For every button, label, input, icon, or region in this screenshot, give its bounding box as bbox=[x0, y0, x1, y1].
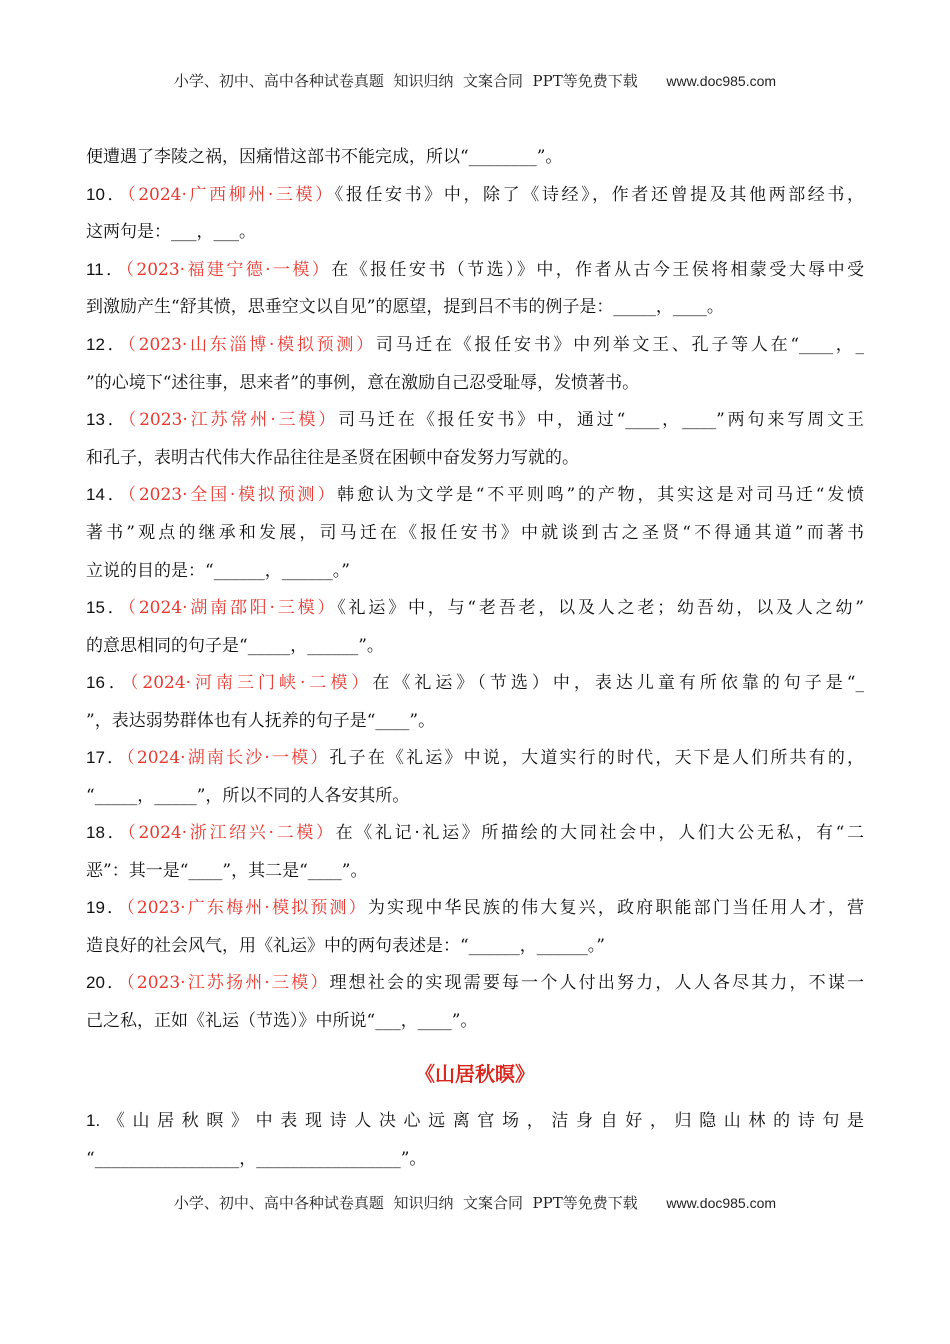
section-title: 《山居秋暝》 bbox=[415, 1062, 535, 1086]
question-17-line-2: “_____，_____”，所以不同的人各安其所。 bbox=[86, 786, 410, 806]
question-15-line-2: 的意思相同的句子是“_____，______”。 bbox=[86, 636, 384, 656]
question-number: 19． bbox=[86, 898, 127, 917]
question-source: （2024·浙江绍兴·二模） bbox=[127, 823, 336, 843]
question-text: 司马迁在《报任安书》中列举文王、孔子等人在“____，_ bbox=[375, 335, 864, 355]
question-text: 在《报任安书（节选）》中，作者从古今王侯将相蒙受大辱中受 bbox=[331, 260, 864, 280]
question-text: 《山居秋暝》中表现诗人决心远离官场，洁身自好，归隐山林的诗句是 bbox=[100, 1111, 864, 1131]
question-number: 1. bbox=[86, 1111, 101, 1130]
section-question-1-line-1 bbox=[86, 1110, 864, 1132]
question-20-line-2: 己之私，正如《礼运（节选）》中所说“___，____”。 bbox=[86, 1011, 478, 1031]
question-13-line-1 bbox=[86, 409, 864, 431]
question-10-line-2: 这两句是：___，___。 bbox=[86, 222, 256, 242]
question-12-line-2: ”的心境下“述往事，思来者”的事例，意在激励自己忍受耻辱，发愤著书。 bbox=[86, 373, 640, 393]
question-16-line-1 bbox=[86, 672, 864, 694]
question-16-line-2: ”，表达弱势群体也有人抚养的句子是“____”。 bbox=[86, 711, 436, 731]
question-12-line-1 bbox=[86, 334, 864, 356]
question-number: 15． bbox=[86, 598, 128, 617]
question-text: 韩愈认为文学是“不平则鸣”的产物，其实这是对司马迁“发愤 bbox=[337, 485, 864, 505]
section-question-1-line-2: “_________________，_________________”。 bbox=[86, 1149, 427, 1169]
question-number: 18． bbox=[86, 823, 128, 842]
question-13-line-2: 和孔子，表明古代伟大作品往往是圣贤在困顿中奋发努力写就的。 bbox=[86, 448, 579, 468]
question-source: （2024·河南三门峡·二模） bbox=[129, 673, 373, 693]
question-14-line-2: 著书”观点的继承和发展，司马迁在《报任安书》中就谈到古之圣贤“不得通其道”而著书 bbox=[86, 523, 864, 543]
question-19-line-1 bbox=[86, 897, 864, 919]
header-url: www.doc985.com bbox=[666, 73, 777, 89]
question-source: （2023·全国·模拟预测） bbox=[127, 485, 338, 505]
question-11-line-2: 到激励产生“舒其愤，思垂空文以自见”的愿望，提到吕不韦的例子是：_____，____。 bbox=[86, 297, 724, 317]
question-20-line-1 bbox=[86, 972, 864, 994]
question-text: 为实现中华民族的伟大复兴，政府职能部门当任用人才，营 bbox=[367, 898, 864, 918]
question-number: 16． bbox=[86, 673, 130, 692]
page-footer bbox=[0, 1192, 950, 1213]
question-number: 20． bbox=[86, 973, 127, 992]
question-number: 17． bbox=[86, 748, 127, 767]
question-14-line-1 bbox=[86, 484, 864, 506]
header-text: 小学、初中、高中各种试卷真题 知识归纳 文案合同 PPT等免费下载 bbox=[173, 72, 638, 90]
question-14-line-3: 立说的目的是：“______，______。” bbox=[86, 561, 350, 581]
question-text: 在《礼运》（节选）中，表达儿童有所依靠的句子是“_ bbox=[372, 673, 864, 693]
question-18-line-1 bbox=[86, 822, 864, 844]
question-source: （2023·福建宁德·一模） bbox=[125, 260, 332, 280]
question-number: 13． bbox=[86, 410, 128, 429]
question-source: （2023·山东淄博·模拟预测） bbox=[127, 335, 376, 355]
question-number: 10． bbox=[86, 185, 128, 204]
question-text: 《报任安书》中，除了《诗经》，作者还曾提及其他两部经书， bbox=[334, 185, 865, 205]
question-10-line-1 bbox=[86, 184, 864, 206]
question-source: （2024·湖南长沙·一模） bbox=[126, 748, 330, 768]
question-source: （2024·广西柳州·三模） bbox=[127, 185, 335, 205]
question-17-line-1 bbox=[86, 747, 864, 769]
intro-line: 便遭遇了李陵之祸，因痛惜这部书不能完成，所以“________”。 bbox=[86, 147, 563, 167]
footer-url: www.doc985.com bbox=[666, 1195, 777, 1211]
question-18-line-2: 恶”：其一是“____”，其二是“____”。 bbox=[86, 861, 368, 881]
question-text: 在《礼记·礼运》所描绘的大同社会中，人们大公无私，有“二 bbox=[335, 823, 864, 843]
question-source: （2023·江苏扬州·三模） bbox=[126, 973, 330, 993]
question-11-line-1 bbox=[86, 259, 864, 281]
question-text: 司马迁在《报任安书》中，通过“____，____”两句来写周文王 bbox=[338, 410, 864, 430]
question-19-line-2: 造良好的社会风气，用《礼运》中的两句表述是：“______，______。” bbox=[86, 936, 605, 956]
question-text: 孔子在《礼运》中说，大道实行的时代，天下是人们所共有的， bbox=[329, 748, 864, 768]
question-number: 12． bbox=[86, 335, 128, 354]
question-text: 《礼运》中，与“老吾老，以及人之老；幼吾幼，以及人之幼” bbox=[337, 598, 864, 618]
footer-text: 小学、初中、高中各种试卷真题 知识归纳 文案合同 PPT等免费下载 bbox=[173, 1194, 638, 1212]
question-15-line-1 bbox=[86, 597, 864, 619]
question-source: （2023·广东梅州·模拟预测） bbox=[126, 898, 368, 918]
question-number: 14． bbox=[86, 485, 128, 504]
question-source: （2024·湖南邵阳·三模） bbox=[127, 598, 338, 618]
question-source: （2023·江苏常州·三模） bbox=[127, 410, 339, 430]
page-header bbox=[0, 70, 950, 91]
question-number: 11． bbox=[86, 260, 126, 279]
question-text: 理想社会的实现需要每一个人付出努力，人人各尽其力，不谋一 bbox=[329, 973, 864, 993]
